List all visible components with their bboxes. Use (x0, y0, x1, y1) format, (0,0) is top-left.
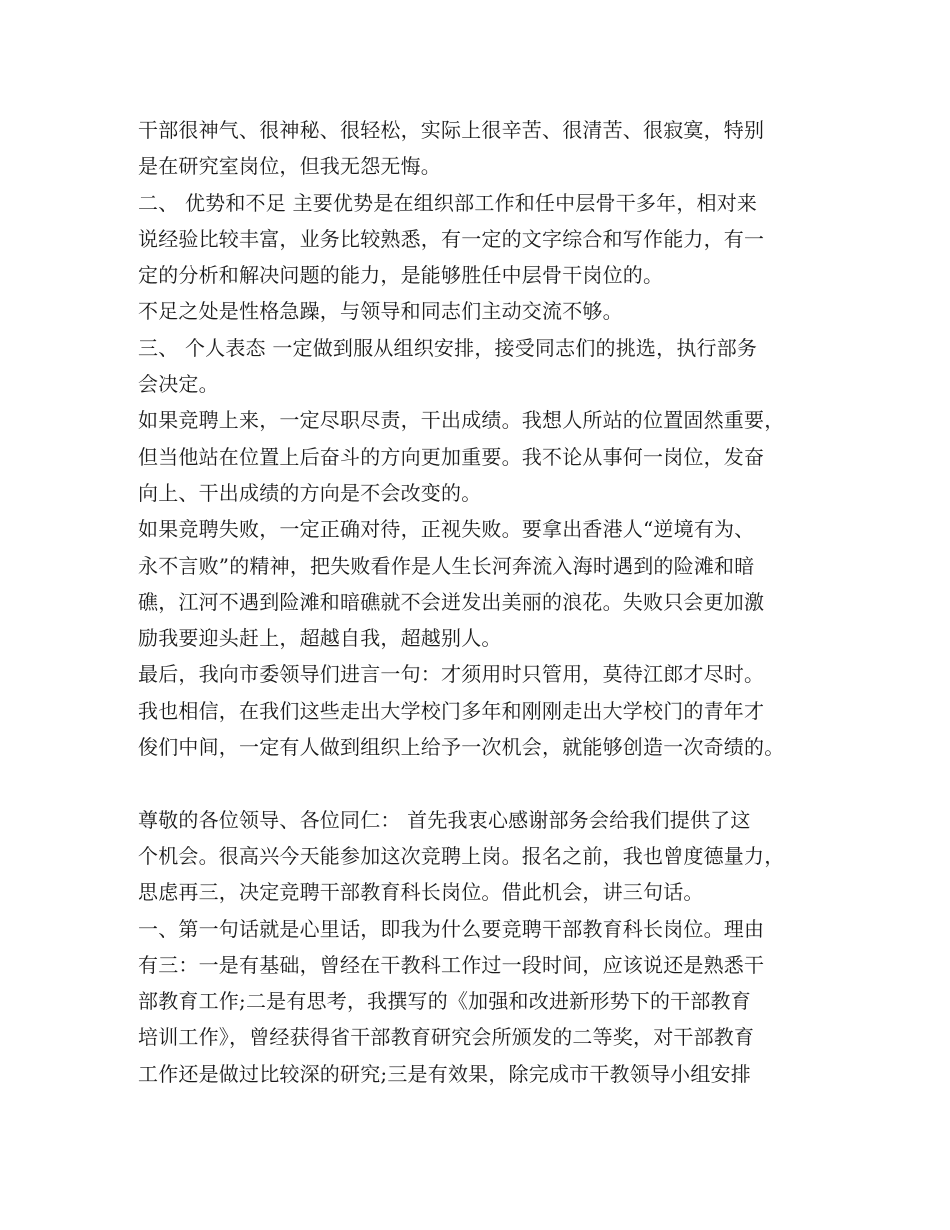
text-line: 思虑再三，决定竞聘干部教育科长岗位。借此机会，讲三句话。 (138, 880, 704, 905)
text-line: 干部很神气、很神秘、很轻松，实际上很辛苦、很清苦、很寂寞，特别 (138, 118, 765, 142)
text-line: 尊敬的各位领导、各位同仁： 首先我衷心感谢部务会给我们提供了这 (138, 807, 751, 832)
text-line: 永不言败”的精神，把失败看作是人生长河奔流入海时遇到的险滩和暗 (138, 553, 755, 578)
document-body (138, 112, 838, 1092)
text-line: 励我要迎头赶上，超越自我，超越别人。 (138, 626, 502, 651)
text-line: 但当他站在位置上后奋斗的方向更加重要。我不论从事何一岗位，发奋 (138, 444, 765, 469)
text-line: 二、 优势和不足 主要优势是在组织部工作和任中层骨干多年，相对来 (138, 190, 758, 215)
text-line: 培训工作》，曾经获得省干部教育研究会所颁发的二等奖，对干部教育 (138, 1025, 755, 1050)
text-line: 俊们中间，一定有人做到组织上给予一次机会，就能够创造一次奇绩的。 (138, 735, 785, 760)
text-line: 礁，江河不遇到险滩和暗礁就不会迸发出美丽的浪花。失败只会更加激 (138, 589, 765, 614)
text-line: 向上、干出成绩的方向是不会改变的。 (138, 480, 482, 505)
text-line: 如果竞聘上来，一定尽职尽责，干出成绩。我想人所站的位置固然重要， (138, 408, 785, 433)
text-line: 一、第一句话就是心里话，即我为什么要竞聘干部教育科长岗位。理由 (138, 916, 765, 941)
text-line: 三、 个人表态 一定做到服从组织安排，接受同志们的挑选，执行部务 (138, 335, 758, 360)
text-line: 定的分析和解决问题的能力，是能够胜任中层骨干岗位的。 (138, 263, 664, 288)
text-line: 如果竞聘失败，一定正确对待，正视失败。要拿出香港人“逆境有为、 (138, 517, 755, 542)
text-line: 部教育工作;二是有思考，我撰写的《加强和改进新形势下的干部教育 (138, 989, 751, 1014)
text-line: 说经验比较丰富，业务比较熟悉，有一定的文字综合和写作能力，有一 (138, 226, 765, 251)
text-line: 有三：一是有基础，曾经在干教科工作过一段时间，应该说还是熟悉干 (138, 952, 765, 977)
paragraph-gap (138, 765, 838, 801)
text-line: 最后，我向市委领导们进言一句：才须用时只管用，莫待江郎才尽时。 (138, 662, 765, 687)
text-line: 工作还是做过比较深的研究;三是有效果，除完成市干教领导小组安排 (138, 1061, 751, 1086)
text-line: 会决定。 (138, 372, 219, 397)
text-line: 不足之处是性格急躁，与领导和同志们主动交流不够。 (138, 299, 623, 324)
text-line: 我也相信，在我们这些走出大学校门多年和刚刚走出大学校门的青年才 (138, 698, 765, 723)
text-line: 是在研究室岗位，但我无怨无悔。 (138, 154, 441, 179)
text-line: 个机会。很高兴今天能参加这次竞聘上岗。报名之前，我也曾度德量力， (138, 843, 785, 868)
